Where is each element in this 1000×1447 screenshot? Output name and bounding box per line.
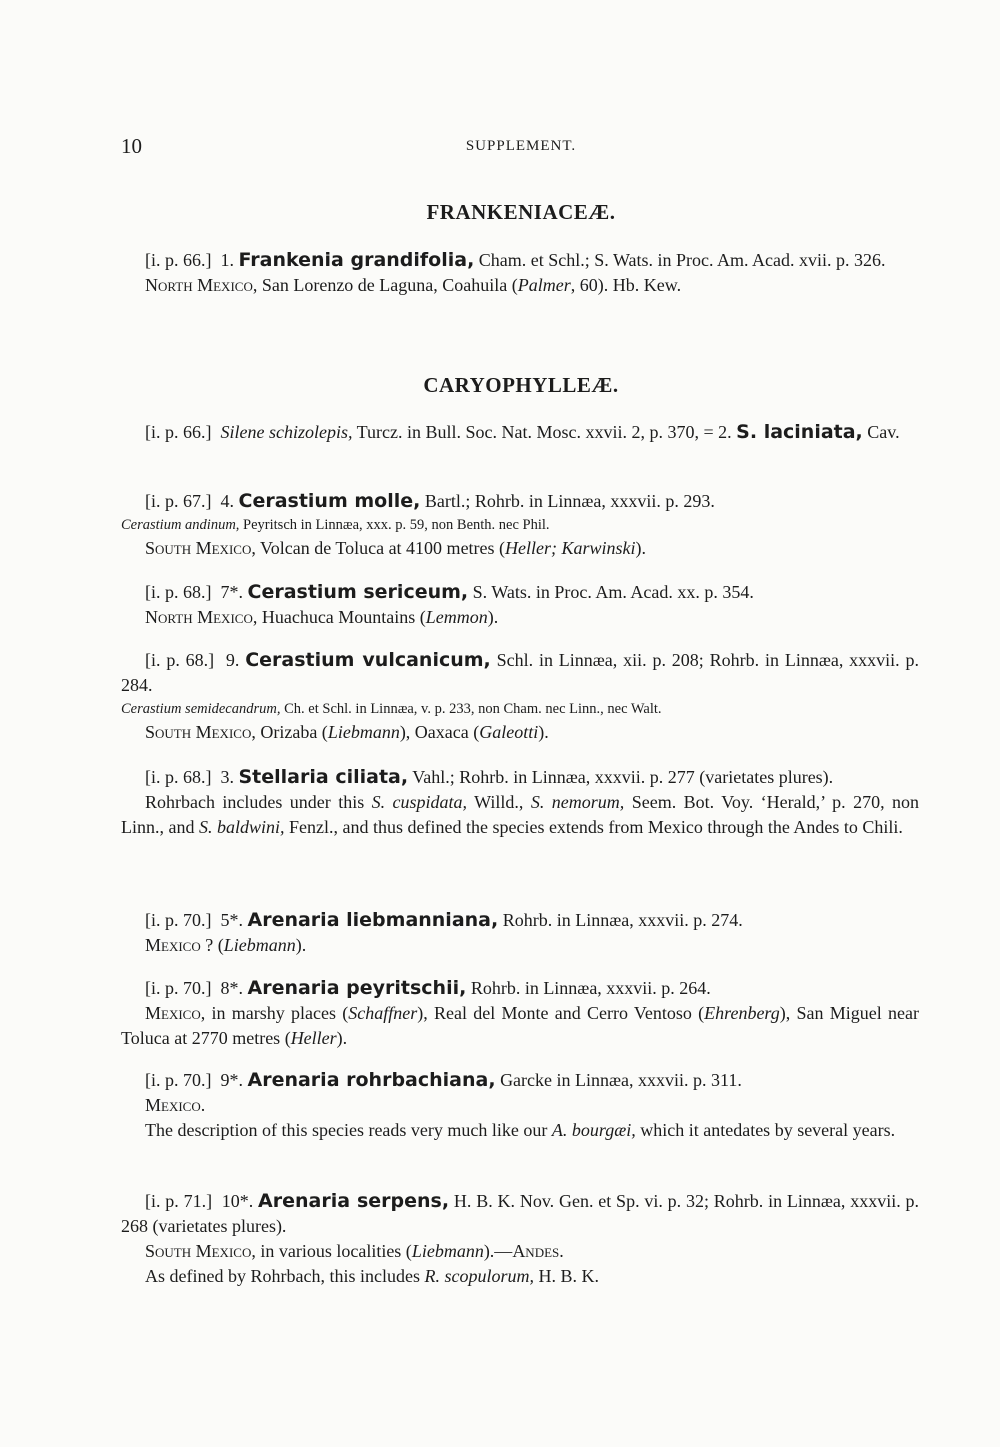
species-name: Cerastium sericeum, [247, 581, 469, 603]
synonym-line: Cerastium semidecandrum, Ch. et Schl. in Linnæa, v. p. 233, non Cham. nec Linn., nec Walt. [121, 701, 662, 717]
entry-citation: [i. p. 68.] 3. Stellaria ciliata, Vahl.; Rohrb. in Linnæa, xxxvii. p. 277 (varietates plures). [145, 766, 834, 788]
entry-citation: [i. p. 70.] 9*. Arenaria rohrbachiana, Garcke in Linnæa, xxxvii. p. 311. [145, 1069, 742, 1091]
entry-citation: [i. p. 68.] 9. Cerastium vulcanicum, Schl. in Linnæa, xii. p. 208; Rohrb. in Linnæa, xxxvii. p. 284. [121, 649, 920, 695]
synonym-line: Cerastium andinum, Peyritsch in Linnæa, xxx. p. 59, non Benth. nec Phil. [121, 517, 550, 533]
entry-locality: North Mexico, Huachuca Mountains (Lemmon). [145, 607, 499, 627]
species-name: Arenaria peyritschii, [247, 977, 467, 999]
entry-locality: Mexico ? (Liebmann). [145, 935, 307, 955]
species-name: Silene schizolepis, [220, 422, 353, 442]
collector-name: Palmer [517, 275, 571, 295]
page-number: 10 [121, 134, 142, 158]
collector-name: Liebmann [223, 935, 296, 955]
species-name: Stellaria ciliata, [238, 766, 409, 788]
collector-name: Lemmon [425, 607, 488, 627]
family-heading-caryophylleae: CARYOPHYLLEÆ. [423, 373, 619, 397]
entry-locality: South Mexico, in various localities (Liebmann).—Andes. [145, 1241, 564, 1261]
entry-arenaria-serpens [121, 1189, 919, 1289]
entry-note: The description of this species reads very much like our A. bourgæi, which it antedates by several years. [145, 1120, 896, 1140]
entry-frankenia [121, 248, 919, 298]
species-name: Cerastium molle, [238, 490, 421, 512]
species-name: Arenaria serpens, [258, 1190, 450, 1212]
entry-locality: South Mexico, Volcan de Toluca at 4100 metres (Heller; Karwinski). [145, 538, 647, 558]
entry-cerastium-sericeum [121, 580, 919, 630]
collector-name: Liebmann [411, 1241, 484, 1261]
collector-name: Galeotti [479, 722, 539, 742]
entry-note: As defined by Rohrbach, this includes R. scopulorum, H. B. K. [145, 1266, 599, 1286]
entry-citation: [i. p. 71.] 10*. Arenaria serpens, H. B. K. Nov. Gen. et Sp. vi. p. 32; Rohrb. in Linnæa, xxxvii. p. 268 (varietates plures). [121, 1190, 920, 1236]
entry-silene [121, 420, 919, 445]
entry-citation: [i. p. 66.] Silene schizolepis, Turcz. in Bull. Soc. Nat. Mosc. xxvii. 2, p. 370, = 2. S. laciniata, Cav. [145, 421, 900, 443]
entry-arenaria-peyritschii [121, 976, 919, 1051]
entry-locality: North Mexico, San Lorenzo de Laguna, Coahuila (Palmer, 60). Hb. Kew. [145, 275, 682, 295]
family-heading-frankeniaceae: FRANKENIACEÆ. [426, 200, 616, 224]
collector-name: Ehrenberg [704, 1003, 780, 1023]
species-name: Frankenia grandifolia, [238, 249, 475, 271]
collector-name: Liebmann [327, 722, 400, 742]
species-name: Cerastium vulcanicum, [245, 649, 491, 671]
species-name: Arenaria rohrbachiana, [247, 1069, 496, 1091]
page-header [121, 134, 921, 164]
entry-locality: Mexico. [145, 1095, 206, 1115]
entry-citation: [i. p. 68.] 7*. Cerastium sericeum, S. Wats. in Proc. Am. Acad. xx. p. 354. [145, 581, 754, 603]
collector-name: Schaffner [348, 1003, 418, 1023]
entry-citation: [i. p. 67.] 4. Cerastium molle, Bartl.; Rohrb. in Linnæa, xxxvii. p. 293. [145, 490, 715, 512]
running-title: SUPPLEMENT. [465, 138, 577, 154]
entry-stellaria-ciliata [121, 765, 919, 840]
entry-cerastium-molle [121, 489, 919, 561]
entry-note: Rohrbach includes under this S. cuspidata, Willd., S. nemorum, Seem. Bot. Voy. ‘Herald,’ p. 270, non Linn., and S. baldwini, Fenzl., and thus defined the species extends from Mexico through the Andes to Chili. [121, 792, 920, 837]
collector-name: Heller; Karwinski [505, 538, 636, 558]
entry-citation: [i. p. 70.] 8*. Arenaria peyritschii, Rohrb. in Linnæa, xxxvii. p. 264. [145, 977, 711, 999]
entry-citation: [i. p. 70.] 5*. Arenaria liebmanniana, Rohrb. in Linnæa, xxxvii. p. 274. [145, 909, 743, 931]
entry-locality: Mexico, in marshy places (Schaffner), Real del Monte and Cerro Ventoso (Ehrenberg), San Miguel near Toluca at 2770 metres (Heller). [121, 1003, 920, 1048]
species-name: Arenaria liebmanniana, [247, 909, 499, 931]
synonym-name: S. laciniata, [736, 421, 863, 443]
entry-citation: [i. p. 66.] 1. Frankenia grandifolia, Cham. et Schl.; S. Wats. in Proc. Am. Acad. xvii. p. 326. [145, 249, 886, 271]
entry-cerastium-vulcanicum [121, 648, 919, 745]
entry-arenaria-liebmanniana [121, 908, 919, 958]
entry-locality: South Mexico, Orizaba (Liebmann), Oaxaca (Galeotti). [145, 722, 549, 742]
entry-arenaria-rohrbachiana [121, 1068, 919, 1143]
collector-name: Heller [290, 1028, 337, 1048]
